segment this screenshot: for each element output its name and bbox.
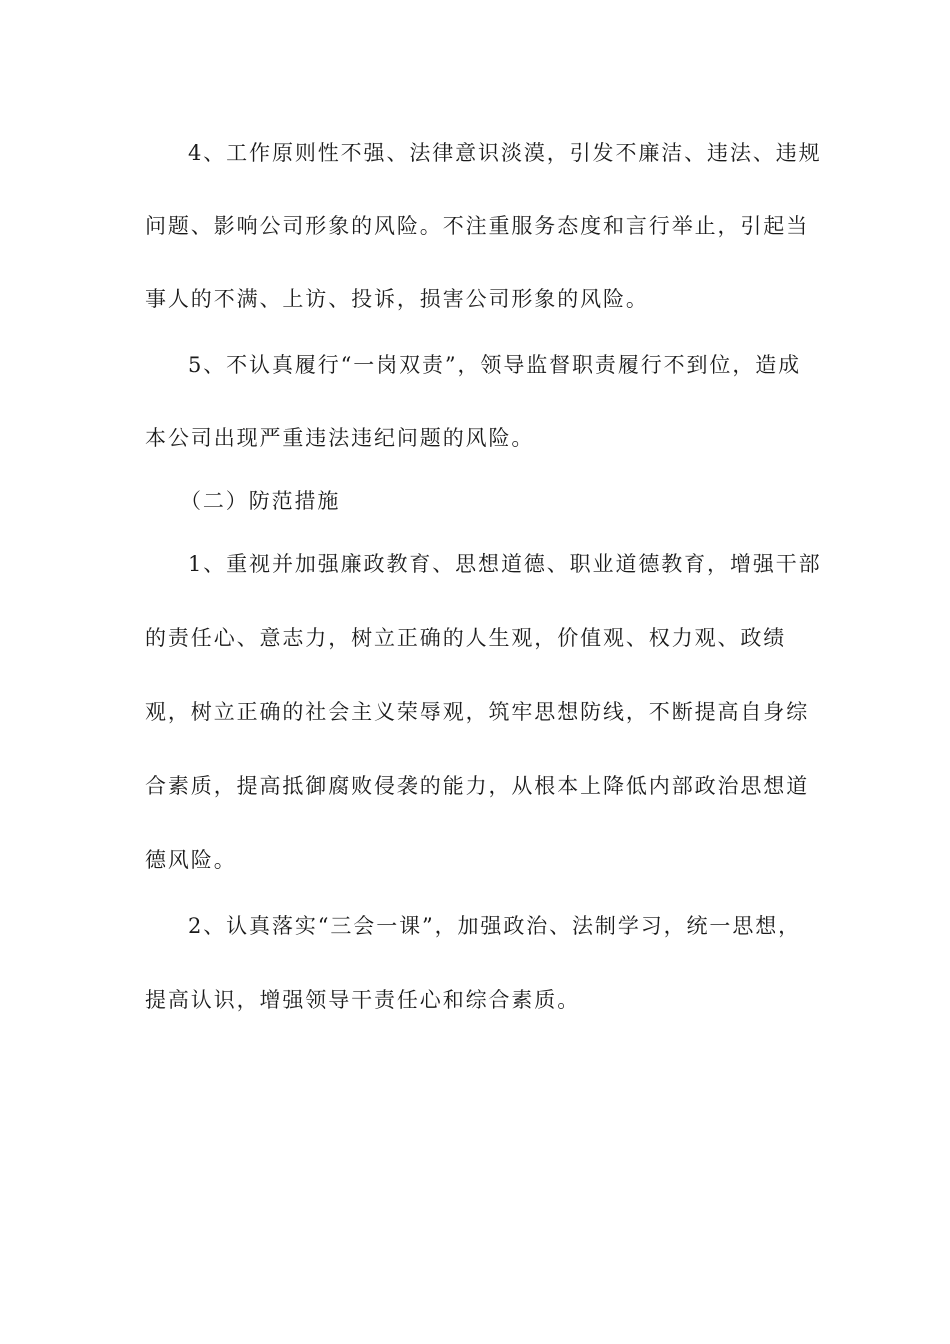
measure-2-line-1: 2、认真落实“三会一课”，加强政治、法制学习，统一思想，	[188, 914, 802, 938]
measure-1-line-4: 合素质，提高抵御腐败侵袭的能力，从根本上降低内部政治思想道	[145, 774, 810, 798]
section-heading-prevention-measures: （二）防范措施	[180, 489, 341, 513]
measure-1-line-1: 1、重视并加强廉政教育、思想道德、职业道德教育，增强干部	[188, 552, 822, 576]
measure-2-line-2: 提高认识，增强领导干责任心和综合素质。	[145, 988, 581, 1012]
paragraph-4-line-3: 事人的不满、上访、投诉，损害公司形象的风险。	[145, 287, 649, 311]
paragraph-4-line-1: 4、工作原则性不强、法律意识淡漠，引发不廉洁、违法、违规	[188, 141, 822, 165]
paragraph-4-line-2: 问题、影响公司形象的风险。不注重服务态度和言行举止，引起当	[145, 214, 810, 238]
measure-1-line-2: 的责任心、意志力，树立正确的人生观，价值观、权力观、政绩	[145, 626, 787, 650]
paragraph-5-line-2: 本公司出现严重违法违纪问题的风险。	[145, 426, 535, 450]
measure-1-line-3: 观，树立正确的社会主义荣辱观，筑牢思想防线，不断提高自身综	[145, 700, 810, 724]
paragraph-5-line-1: 5、不认真履行“一岗双责”，领导监督职责履行不到位，造成	[188, 353, 802, 377]
measure-1-line-5: 德风险。	[145, 848, 237, 872]
